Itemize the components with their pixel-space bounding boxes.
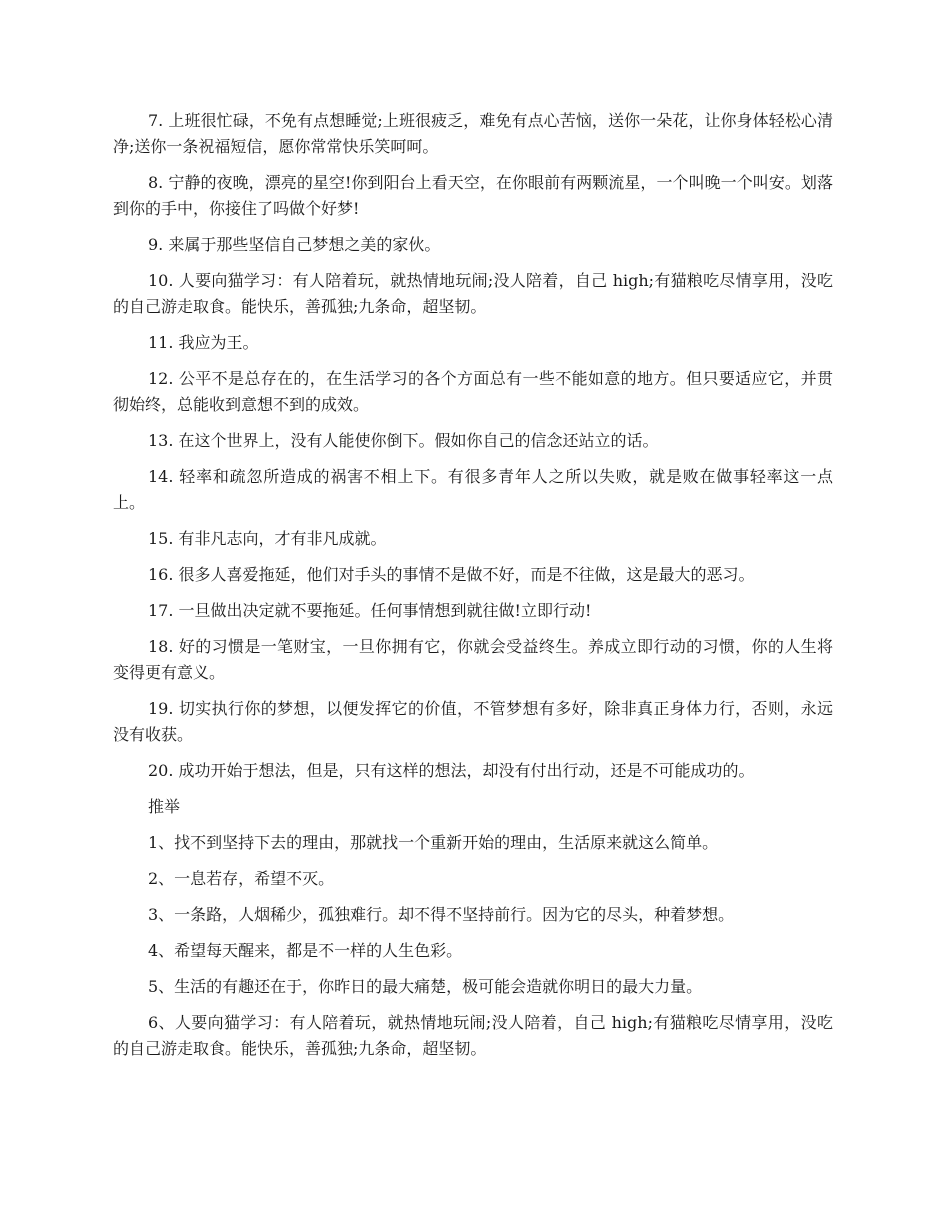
list-item-3: 3、一条路，人烟稀少，孤独难行。却不得不坚持前行。因为它的尽头，种着梦想。: [148, 905, 735, 924]
paragraph-7: 7. 上班很忙碌，不免有点想睡觉;上班很疲乏，难免有点心苦恼，送你一朵花，让你身体轻松心清净;送你一条祝福短信，愿你常常快乐笑呵呵。: [113, 111, 833, 156]
paragraph-19: 19. 切实执行你的梦想，以便发挥它的价值，不管梦想有多好，除非真正身体力行，否则，永远没有收获。: [113, 699, 833, 744]
paragraph-8: 8. 宁静的夜晚，漂亮的星空!你到阳台上看天空，在你眼前有两颗流星，一个叫晚一个叫安。划落到你的手中，你接住了吗做个好梦!: [113, 173, 833, 218]
paragraph-11: 11. 我应为王。: [148, 333, 259, 352]
paragraph-20: 20. 成功开始于想法，但是，只有这样的想法，却没有付出行动，还是不可能成功的。: [148, 761, 755, 780]
paragraph-18: 18. 好的习惯是一笔财宝，一旦你拥有它，你就会受益终生。养成立即行动的习惯，你的人生将变得更有意义。: [113, 637, 833, 682]
section-heading: 推举: [148, 797, 181, 816]
paragraph-9: 9. 来属于那些坚信自己梦想之美的家伙。: [148, 235, 441, 254]
paragraph-12: 12. 公平不是总存在的，在生活学习的各个方面总有一些不能如意的地方。但只要适应它，并贯彻始终，总能收到意想不到的成效。: [113, 369, 833, 414]
paragraph-10: 10. 人要向猫学习：有人陪着玩，就热情地玩闹;没人陪着，自己 high;有猫粮吃尽情享用，没吃的自己游走取食。能快乐，善孤独;九条命，超坚韧。: [113, 271, 833, 316]
list-item-1: 1、找不到坚持下去的理由，那就找一个重新开始的理由，生活原来就这么简单。: [148, 833, 719, 852]
list-item-2: 2、一息若存，希望不灭。: [148, 869, 335, 888]
paragraph-14: 14. 轻率和疏忽所造成的祸害不相上下。有很多青年人之所以失败，就是败在做事轻率这一点上。: [113, 467, 833, 512]
list-item-5: 5、生活的有趣还在于，你昨日的最大痛楚，极可能会造就你明日的最大力量。: [148, 977, 703, 996]
paragraph-16: 16. 很多人喜爱拖延，他们对手头的事情不是做不好，而是不往做，这是最大的恶习。: [148, 565, 755, 584]
paragraph-15: 15. 有非凡志向，才有非凡成就。: [148, 529, 387, 548]
document-body: [113, 108, 833, 1072]
paragraph-17: 17. 一旦做出决定就不要拖延。任何事情想到就往做!立即行动!: [148, 601, 592, 620]
paragraph-13: 13. 在这个世界上，没有人能使你倒下。假如你自己的信念还站立的话。: [148, 431, 659, 450]
list-item-6: 6、人要向猫学习：有人陪着玩，就热情地玩闹;没人陪着，自己 high;有猫粮吃尽情享用，没吃的自己游走取食。能快乐，善孤独;九条命，超坚韧。: [113, 1013, 833, 1058]
list-item-4: 4、希望每天醒来，都是不一样的人生色彩。: [148, 941, 463, 960]
